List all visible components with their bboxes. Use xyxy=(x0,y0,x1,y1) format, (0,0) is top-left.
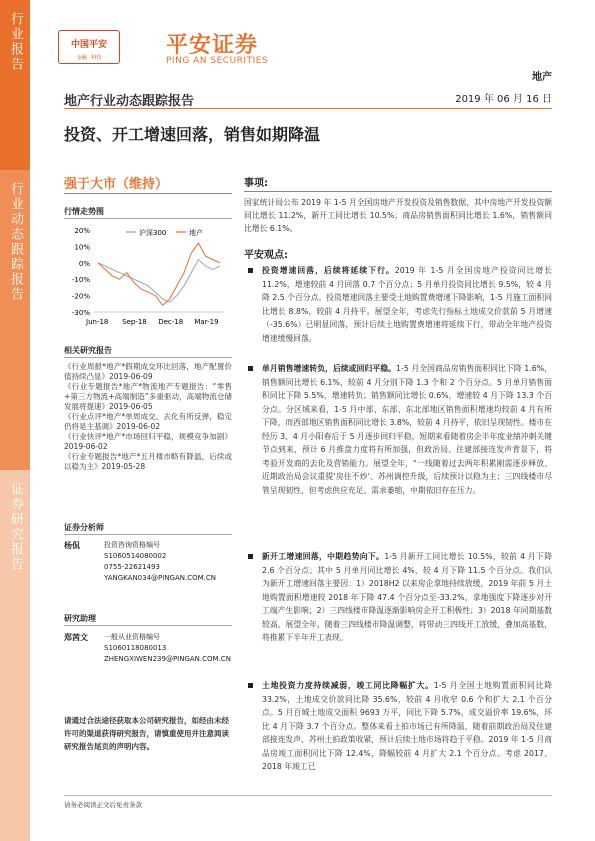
assistant-section-divider xyxy=(64,625,232,626)
brand-name: 平安证券 xyxy=(166,33,259,58)
related-report-item[interactable]: 《行业专题报告*地产*五月楼市略有降温，后续或以稳为主》2019-05-28 xyxy=(64,452,232,471)
analyst-id: S1060514080002 xyxy=(104,552,167,560)
y-tick-label: -30% xyxy=(71,309,90,317)
report-date: 2019 年 06 月 16 日 xyxy=(455,94,552,105)
rating: 强于大市（维持） xyxy=(64,177,169,192)
analyst-email[interactable]: YANGKAN034@PINGAN.COM.CN xyxy=(104,574,217,582)
related-reports-list xyxy=(64,362,232,472)
legend-label: 地产 xyxy=(189,229,203,237)
event-divider xyxy=(244,191,552,192)
x-tick-label: Jun-18 xyxy=(86,318,109,326)
footer-divider xyxy=(64,795,552,796)
chart-section-title: 行情走势图 xyxy=(64,207,104,216)
chart-section-divider xyxy=(64,218,232,219)
series-line-0 xyxy=(98,260,220,303)
pingan-logo xyxy=(58,30,120,64)
related-report-item[interactable]: 《行业点评*地产*单周成交、去化有所反弹，稳定仍将是主基调》2019-06-02 xyxy=(64,412,232,431)
y-tick-label: 0% xyxy=(78,259,90,268)
disclaimer-note: 请通过合法途径获取本公司研究报告，如经由未经许可的渠道获得研究报告，请慎重使用并注意阅读研究报告尾页的声明内容。 xyxy=(64,716,229,751)
event-heading: 事项: xyxy=(244,178,268,189)
assistant-id: S1060118080013 xyxy=(104,644,167,652)
x-tick-label: Mar-19 xyxy=(194,318,219,326)
footer-note: 请务必阅读正文后免责条款 xyxy=(64,801,142,809)
event-body: 国家统计局公布 2019 年 1-5 月全国房地产开发投资及销售数据，其中房地产开发投资额同比增长 11.2%，新开工同比增长 10.5%；商品房销售面积同比增长 1.6%，销售额同比增长 6.1%。 xyxy=(244,198,552,233)
view-lead: 单月销售增速转负，后续或回归平稳。 xyxy=(262,364,397,373)
y-tick-label: -20% xyxy=(71,292,90,301)
pingan-logo-text: 中国平安 xyxy=(70,40,107,50)
y-tick-label: -10% xyxy=(71,276,90,285)
x-tick-label: Sep-18 xyxy=(122,318,147,326)
view-lead: 投资增速回落，后续将延续下行。 xyxy=(262,266,395,275)
assistant-qualification: 一般从业资格编号 xyxy=(104,633,160,641)
related-report-item[interactable]: 《行业周报*地产*假期成交环比回落，地产配置价值持续凸显》2019-06-09 xyxy=(64,362,232,381)
analyst-block xyxy=(64,540,234,600)
page-title: 投资、开工增速回落，销售如期降温 xyxy=(64,125,321,144)
view-lead: 新开工增速回落，中期趋势向下。 xyxy=(262,552,385,561)
analyst-section-divider xyxy=(64,534,232,535)
header-divider xyxy=(64,108,552,109)
analyst-phone: 0755-22621493 xyxy=(104,563,160,571)
view-paragraph xyxy=(244,264,552,345)
view-paragraph xyxy=(244,679,552,774)
view-text: 1-5 月全国商品房销售面积同比下降 1.6%，销售额同比增长 6.1%，较前 4 月分别下降 1.3 个和 2 个百分点。5 月单月销售面积同比下降 5.5%，增速转负；销售额同比增长 0.6%，增速较 4 月下降 13.3 个百分点。分区域来看，1-5 月中部、东部、东北部地区销售面积增速均较前 4 月有所下降，而西部地区销售面积同比增长 3.8%，较前 4 月持平，依旧呈现韧性。楼市在经历 3、4 月小阳春后于 5 月逐步回归平稳，短期来看随着房企半年度业绩冲刺关键节点到来，预计 6 月推盘力度将有所加强，但政治局、住建部接连发声背景下，将考验开发商的去化及营销能力。展望全年，“一线随着过去两年积累刚需逐步释放、近期政治局会议重提‘房住不炒’、苏州调控升级，后续预计以稳为主；三四线楼市尽管呈现韧性，但考虑供应充足、需求萎缩，中期依旧存在压力。 xyxy=(262,364,552,495)
assistant-block xyxy=(64,632,234,687)
related-section-title: 相关研究报告 xyxy=(64,346,112,355)
y-tick-label: 10% xyxy=(74,243,90,252)
report-type: 地产行业动态跟踪报告 xyxy=(64,94,195,109)
related-section-divider xyxy=(64,357,232,358)
assistant-email[interactable]: ZHENGXIWEN239@PINGAN.COM.CN xyxy=(104,655,231,663)
rating-divider xyxy=(64,193,232,194)
trend-chart xyxy=(64,222,232,334)
view-paragraph xyxy=(244,362,552,497)
side-label-report-type: 行业动态跟踪报告 xyxy=(0,170,30,470)
assistant-section-title: 研究助理 xyxy=(64,614,96,623)
pingan-logo-sub: 金融 · 科技 xyxy=(76,55,102,61)
analyst-qualification: 投资咨询资格编号 xyxy=(104,541,160,549)
side-label-report-category: 行业报告 xyxy=(0,0,30,170)
side-label-research: 证券研究报告 xyxy=(0,470,30,841)
assistant-name: 郑茜文 xyxy=(64,633,88,642)
analyst-name: 杨侃 xyxy=(64,541,80,550)
views-heading: 平安观点: xyxy=(244,250,288,261)
x-tick-label: Dec-18 xyxy=(158,318,184,326)
y-tick-label: 20% xyxy=(74,227,90,235)
related-report-item[interactable]: 《行业专题报告*地产*物流地产专题报告：“零售+第三方物流+高端制造”多重驱动，高端物流仓储发展将提速》2019-06-05 xyxy=(64,382,232,411)
sector-label: 地产 xyxy=(532,72,552,83)
brand-name-en: PING AN SECURITIES xyxy=(166,56,269,66)
side-strip xyxy=(0,0,30,841)
view-paragraph xyxy=(244,550,552,645)
related-report-item[interactable]: 《行业快评*地产*市场回归平稳，规模竞争加剧》2019-06-02 xyxy=(64,432,232,451)
view-text: 2019 年 1-5 月全国房地产投资同比增长 11.2%，增速较前 4 月回落 0.7 个百分点；5 月单月投资同比增长 9.5%，较 4 月降 2.5 个百分点。投资增速回落主要受土地购置费增速下降影响，1-5 月施工面积同比增长 8.8%，较前 4 月持平。展望全年，考虑先行指标土地成交价款前 5 月增速（-35.6%）已明显回落，预计后续土地购置费增速将延续下行，带动全年地产投资增速缓慢回落。 xyxy=(262,266,553,343)
view-lead: 土地投资力度持续减弱，竣工同比降幅扩大。 xyxy=(262,681,434,690)
legend-label: 沪深300 xyxy=(139,229,167,237)
analyst-section-title: 证券分析师 xyxy=(64,523,104,532)
view-text: 1-5 月新开工同比增长 10.5%，较前 4 月下降 2.6 个百分点；其中 5 月单月同比增长 4%，较 4 月下降 11.5 个百分点。我们认为新开工增速回落主要因：1）2018H2 以来房企拿地持续放缓，2019 年前 5 月土地购置面积增速较 2018 年下降 47.4 个百分点至-33.2%，拿地强度下降逐步对开工端产生影响；2）三四线楼市降温逐渐影响房企开工积极性；3）2018 年同期基数较高。展望全年，随着三四线楼市降温调整，将带动三四线开工放缓，叠加高基数，将推累下半年开工表现。 xyxy=(262,552,552,642)
view-text: 1-5 月全国土地购置面积同比降 33.2%，土地成交价款同比降 35.6%，较前 4 月收窄 0.6 个和扩大 2.1 个百分点。5 月百城土地成交面积 9693 万平，同比下降 5.7%，成交溢价率 19.6%，环比 4 月下降 3.7 个百分点。整体来看土拍市场已有所降温，随着前期政治局及住建部接连发声、苏州土拍政策收紧，预计后续土地市场将趋于平稳。2019 年 1-5 月商品房竣工面积同比下降 12.4%，降幅较前 4 月扩大 2.1 个百分点。考虑 2017、2018 年竣工已 xyxy=(262,681,553,771)
